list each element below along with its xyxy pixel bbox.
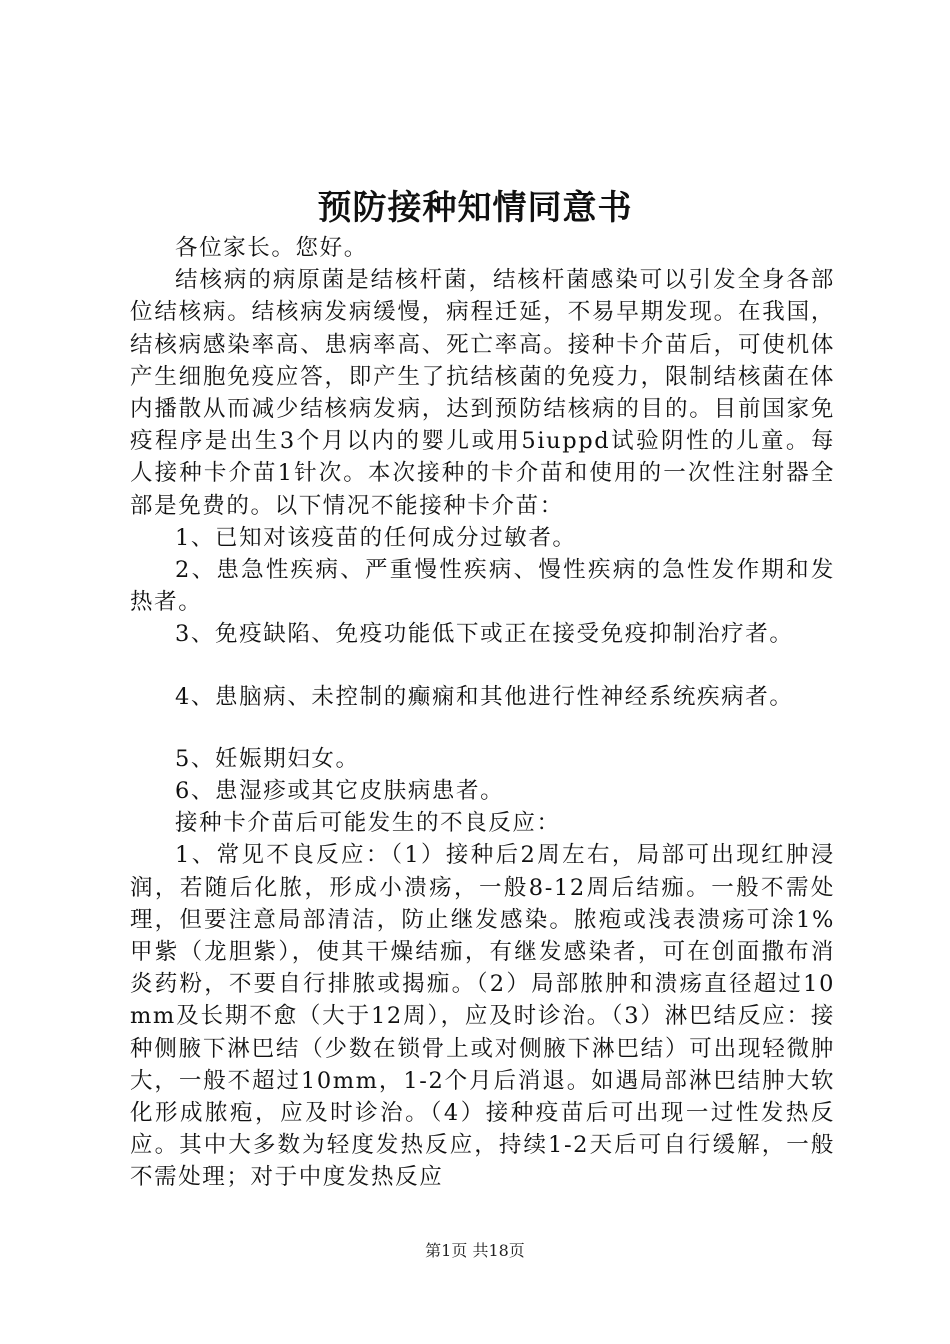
- contraindication-item-1: 1、已知对该疫苗的任何成分过敏者。: [175, 524, 577, 551]
- greeting-paragraph: 各位家长。您好。: [175, 235, 368, 261]
- adverse-reaction-item-1: 1、常见不良反应：（1）接种后2周左右，局部可出现红肿浸润，若随后化脓，形成小溃疡，一般8-12周后结痂。一般不需处理，但要注意局部清洁，防止继发感染。脓疱或浅表溃疡可涂1%甲紫（龙胆紫），使其干燥结痂，有继发感染者，可在创面撒布消炎药粉，不要自行排脓或揭痂。（2）局部脓肿和溃疡直径超过10mm及长期不愈（大于12周），应及时诊治。（3）淋巴结反应：接种侧腋下淋巴结（少数在锁骨上或对侧腋下淋巴结）可出现轻微肿大，一般不超过10mm，1-2个月后消退。如遇局部淋巴结肿大软化形成脓疱，应及时诊治。（4）接种疫苗后可出现一过性发热反应。其中大多数为轻度发热反应，持续1-2天后可自行缓解，一般不需处理；对于中度发热反应: [130, 842, 835, 1191]
- document-title: 预防接种知情同意书: [317, 188, 633, 228]
- contraindication-item-3: 3、免疫缺陷、免疫功能低下或正在接受免疫抑制治疗者。: [175, 621, 794, 648]
- adverse-reactions-heading: 接种卡介苗后可能发生的不良反应：: [175, 810, 561, 837]
- page-footer: 第1页 共18页: [425, 1241, 525, 1260]
- contraindication-item-4: 4、患脑病、未控制的癫痫和其他进行性神经系统疾病者。: [175, 683, 794, 710]
- contraindication-item-6: 6、患湿疹或其它皮肤病患者。: [175, 778, 505, 805]
- contraindication-item-2: 2、患急性疾病、严重慢性疾病、慢性疾病的急性发作期和发热者。: [130, 557, 835, 616]
- contraindication-item-5: 5、妊娠期妇女。: [175, 745, 360, 772]
- intro-paragraph: 结核病的病原菌是结核杆菌，结核杆菌感染可以引发全身各部位结核病。结核病发病缓慢，病程迁延，不易早期发现。在我国，结核病感染率高、患病率高、死亡率高。接种卡介苗后，可使机体产生细胞免疫应答，即产生了抗结核菌的免疫力，限制结核菌在体内播散从而减少结核病发病，达到预防结核病的目的。目前国家免疫程序是出生3个月以内的婴儿或用5iuppd试验阴性的儿童。每人接种卡介苗1针次。本次接种的卡介苗和使用的一次性注射器全部是免费的。以下情况不能接种卡介苗：: [130, 267, 835, 519]
- document-body: [130, 232, 835, 1194]
